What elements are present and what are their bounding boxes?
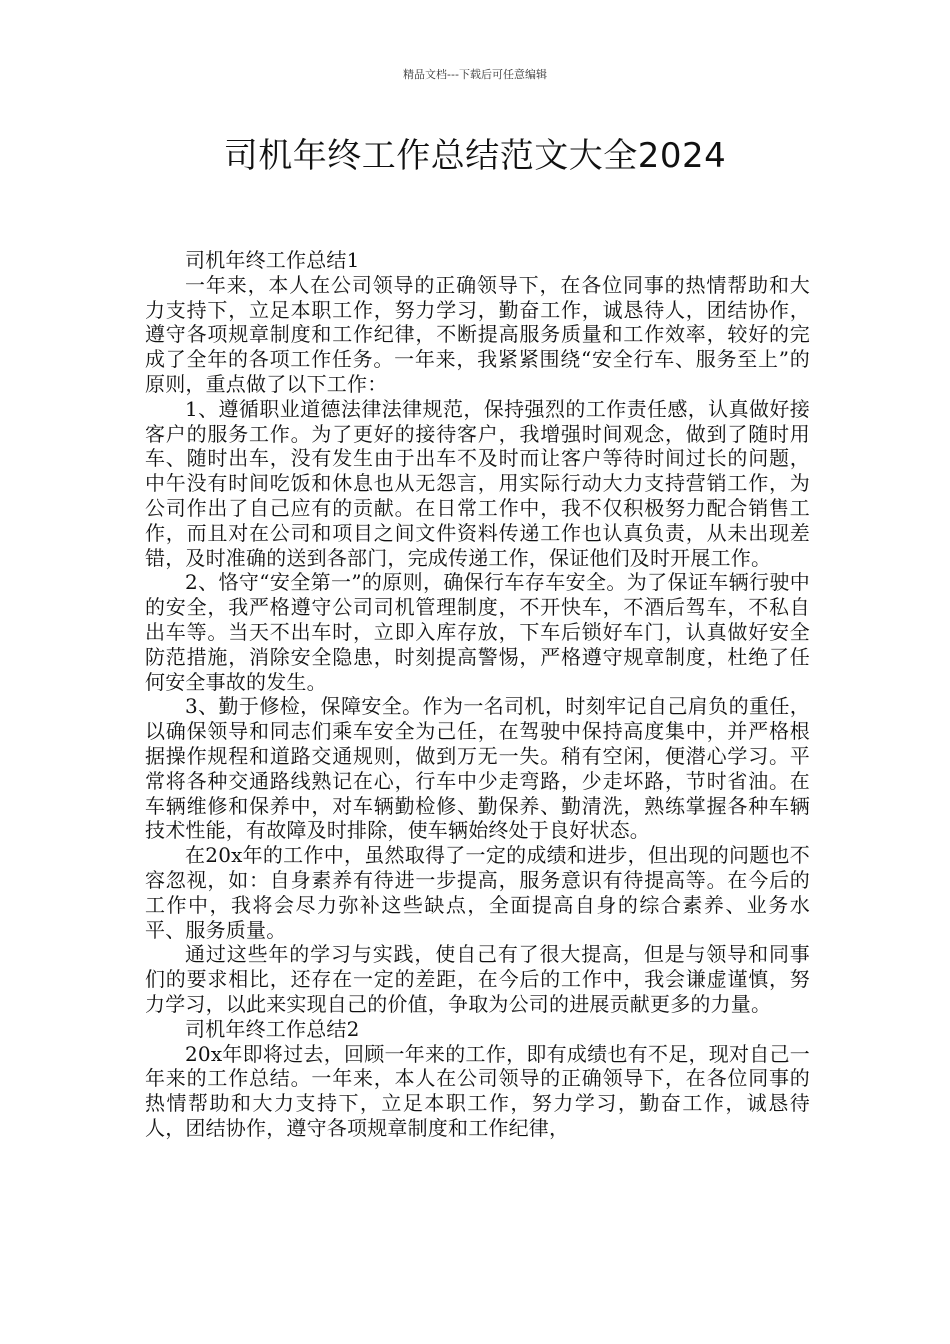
paragraph-conclusion: 通过这些年的学习与实践，使自己有了很大提高，但是与领导和同事们的要求相比，还存在一定的差距，在今后的工作中，我会谦虚谨慎，努力学习，以此来实现自己的价值，争取为公司的进展贡献更多的力量。 <box>145 942 810 1016</box>
page-title: 司机年终工作总结范文大全2024 <box>223 136 727 176</box>
paragraph-shortcomings: 在20x年的工作中，虽然取得了一定的成绩和进步，但出现的问题也不容忽视，如：自身素养有待进一步提高，服务意识有待提高等。在今后的工作中，我将会尽力弥补这些缺点，全面提高自身的综合素养、业务水平、服务质量。 <box>145 843 810 942</box>
paragraph-item-1: 1、遵循职业道德法律法律规范，保持强烈的工作责任感，认真做好接客户的服务工作。为了更好的接待客户，我增强时间观念，做到了随时用车、随时出车，没有发生由于出车不及时而让客户等待时间过长的问题，中午没有时间吃饭和休息也从无怨言，用实际行动大力支持营销工作，为公司作出了自己应有的贡献。在日常工作中，我不仅积极努力配合销售工作，而且对在公司和项目之间文件资料传递工作也认真负责，从未出现差错，及时准确的送到各部门，完成传递工作，保证他们及时开展工作。 <box>145 396 810 570</box>
paragraph-intro: 一年来，本人在公司领导的正确领导下，在各位同事的热情帮助和大力支持下，立足本职工作，努力学习，勤奋工作，诚恳待人，团结协作，遵守各项规章制度和工作纪律，不断提高服务质量和工作效率，较好的完成了全年的各项工作任务。一年来，我紧紧围绕“安全行车、服务至上”的原则，重点做了以下工作： <box>145 272 810 396</box>
header-note: 精品文档---下载后可任意编辑 <box>403 68 547 81</box>
paragraph-item-3: 3、勤于修检，保障安全。作为一名司机，时刻牢记自己肩负的重任，以确保领导和同志们乘车安全为己任，在驾驶中保持高度集中，并严格根据操作规程和道路交通规则，做到万无一失。稍有空闲，便潜心学习。平常将各种交通路线熟记在心，行车中少走弯路，少走坏路，节时省油。在车辆维修和保养中，对车辆勤检修、勤保养、勤清洗，熟练掌握各种车辆技术性能，有故障及时排除，使车辆始终处于良好状态。 <box>145 694 810 843</box>
paragraph-section2-intro: 20x年即将过去，回顾一年来的工作，即有成绩也有不足，现对自己一年来的工作总结。一年来，本人在公司领导的正确领导下，在各位同事的热情帮助和大力支持下，立足本职工作，努力学习，勤奋工作，诚恳待人，团结协作，遵守各项规章制度和工作纪律， <box>145 1041 810 1140</box>
document-body <box>145 248 810 1141</box>
paragraph-item-2: 2、恪守“安全第一”的原则，确保行车存车安全。为了保证车辆行驶中的安全，我严格遵守公司司机管理制度，不开快车，不酒后驾车，不私自出车等。当天不出车时，立即入库存放，下车后锁好车门，认真做好安全防范措施，消除安全隐患，时刻提高警惕，严格遵守规章制度，杜绝了任何安全事故的发生。 <box>145 570 810 694</box>
section-heading-1: 司机年终工作总结1 <box>185 248 360 272</box>
section-heading-2: 司机年终工作总结2 <box>185 1016 360 1041</box>
